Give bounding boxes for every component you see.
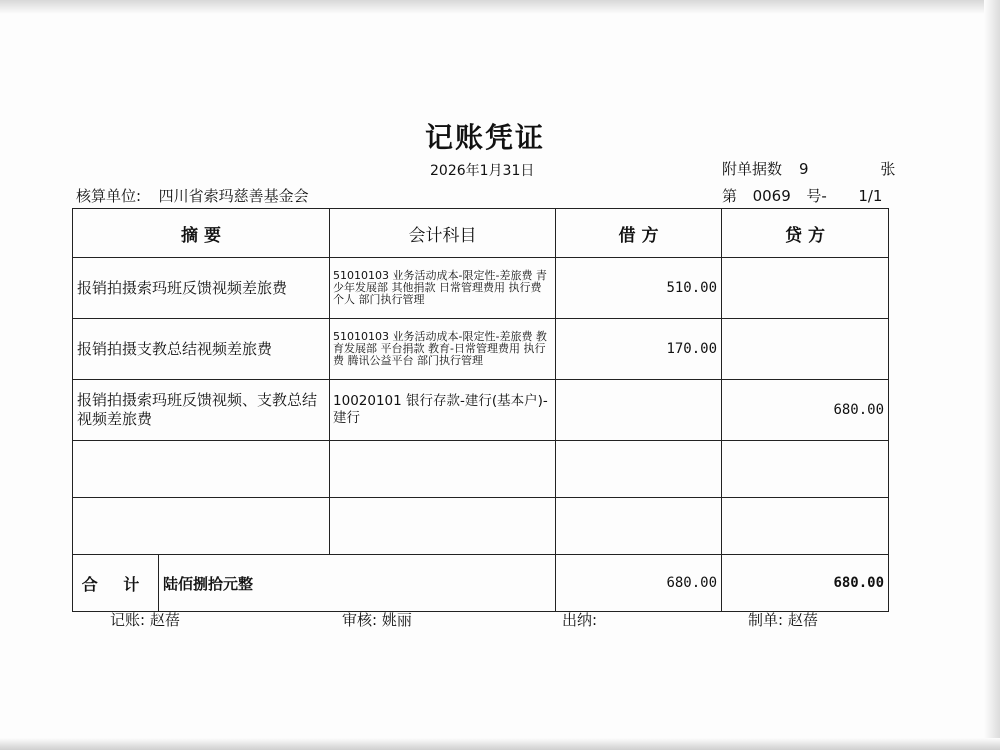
accounting-unit	[76, 185, 309, 206]
empty-cell	[556, 498, 722, 555]
scan-shadow-bottom	[0, 738, 1000, 750]
row-debit	[556, 380, 722, 441]
total-credit: 680.00	[722, 555, 889, 612]
empty-cell	[722, 441, 889, 498]
table-row	[73, 258, 889, 319]
reviewer-name: 姚丽	[381, 611, 412, 629]
row-account: 51010103 业务活动成本-限定性-差旅费 青少年发展部 其他捐款 日常管理费用 执行费 个人 部门执行管理	[330, 258, 556, 319]
total-label: 合 计	[73, 555, 159, 612]
row-account: 51010103 业务活动成本-限定性-差旅费 教育发展部 平台捐款 教育-日常管理费用 执行费 腾讯公益平台 部门执行管理	[330, 319, 556, 380]
signature-bookkeeper	[110, 609, 180, 630]
row-summary: 报销拍摄索玛班反馈视频差旅费	[73, 258, 330, 319]
header-credit: 贷 方	[722, 209, 889, 258]
total-row	[73, 555, 889, 612]
signature-preparer	[748, 609, 818, 630]
preparer-name: 赵蓓	[787, 611, 818, 629]
empty-cell	[73, 498, 330, 555]
unit-name: 四川省索玛慈善基金会	[158, 187, 309, 205]
scan-shadow-top	[0, 0, 1000, 14]
table-row	[73, 380, 889, 441]
cashier-label: 出纳:	[562, 611, 598, 629]
voucher-number-prefix: 第	[722, 187, 738, 205]
row-summary: 报销拍摄支教总结视频差旅费	[73, 319, 330, 380]
row-credit	[722, 258, 889, 319]
voucher-date: 2026年1月31日	[430, 163, 535, 179]
reviewer-label: 审核:	[342, 611, 378, 629]
header-summary: 摘 要	[73, 209, 330, 258]
empty-cell	[330, 441, 556, 498]
unit-label: 核算单位:	[76, 187, 142, 205]
scan-shadow-right	[984, 0, 1000, 750]
table-header-row	[73, 209, 889, 258]
preparer-label: 制单:	[748, 611, 784, 629]
voucher-page: 1/1	[858, 187, 883, 205]
total-amount-words: 陆佰捌拾元整	[159, 555, 556, 612]
voucher-table	[72, 208, 889, 612]
bookkeeper-label: 记账:	[110, 611, 146, 629]
bookkeeper-name: 赵蓓	[149, 611, 180, 629]
empty-cell	[73, 441, 330, 498]
voucher-number-suffix: 号-	[806, 187, 827, 205]
table-row-empty	[73, 498, 889, 555]
attachment-number: 9	[799, 160, 809, 178]
empty-cell	[330, 498, 556, 555]
empty-cell	[556, 441, 722, 498]
attachment-label: 附单据数	[722, 160, 783, 178]
row-debit: 510.00	[556, 258, 722, 319]
attachment-count	[722, 158, 895, 179]
row-credit: 680.00	[722, 380, 889, 441]
row-account: 10020101 银行存款-建行(基本户)-建行	[330, 380, 556, 441]
row-debit: 170.00	[556, 319, 722, 380]
header-account: 会计科目	[330, 209, 556, 258]
header-debit: 借 方	[556, 209, 722, 258]
attachment-unit: 张	[880, 160, 896, 178]
table-row-empty	[73, 441, 889, 498]
page-title: 记账凭证	[424, 121, 545, 154]
empty-cell	[722, 498, 889, 555]
row-summary: 报销拍摄索玛班反馈视频、支教总结视频差旅费	[73, 380, 330, 441]
signature-reviewer	[342, 609, 412, 630]
voucher-number	[722, 185, 882, 206]
row-credit	[722, 319, 889, 380]
table-row	[73, 319, 889, 380]
signature-cashier	[562, 609, 597, 630]
voucher-number-value: 0069	[752, 187, 791, 205]
total-debit: 680.00	[556, 555, 722, 612]
